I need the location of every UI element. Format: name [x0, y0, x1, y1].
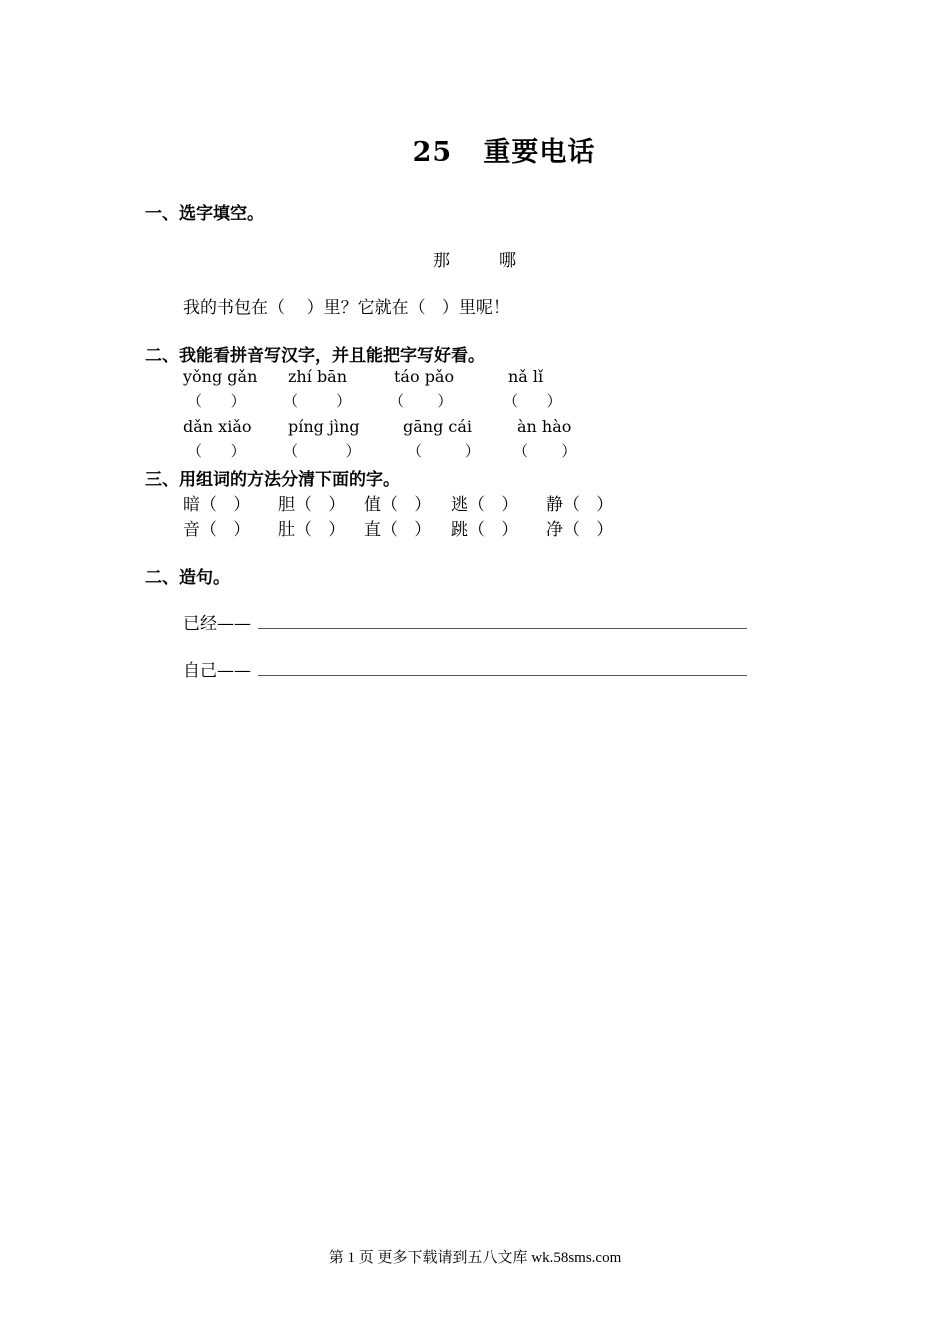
word-group-item: 胆（ ） — [278, 495, 346, 515]
answer-blank[interactable]: （ ） — [389, 392, 453, 410]
pinyin-an-hao: àn hào — [517, 417, 572, 436]
answer-blank[interactable]: （ ） — [187, 392, 246, 410]
pinyin-gang-cai: gāng cái — [403, 417, 473, 436]
word-group-item: 直（ ） — [364, 520, 432, 540]
word-group-item: 静（ ） — [546, 495, 614, 515]
fill-blank-sentence: 我的书包在（ ）里？它就在（ ）里呢！ — [183, 298, 510, 318]
word-group-item: 跳（ ） — [451, 520, 519, 540]
answer-blank[interactable]: （ ） — [283, 392, 352, 410]
word-group-item: 暗（ ） — [183, 495, 251, 515]
word-group-item: 逃（ ） — [451, 495, 519, 515]
section-1-heading: 一、选字填空。 — [145, 204, 264, 224]
pinyin-dan-xiao: dǎn xiǎo — [183, 417, 252, 436]
pinyin-na-li: nǎ lǐ — [508, 367, 544, 386]
section-2-heading: 二、我能看拼音写汉字，并且能把字写好看。 — [145, 346, 485, 366]
word-group-item: 净（ ） — [546, 520, 614, 540]
word-group-item: 肚（ ） — [278, 520, 346, 540]
answer-blank[interactable]: （ ） — [407, 442, 480, 460]
section-4-heading: 二、造句。 — [145, 568, 230, 588]
option-na-question: 哪 — [499, 251, 516, 271]
answer-blank[interactable]: （ ） — [283, 442, 361, 460]
sentence-answer-line[interactable] — [258, 628, 747, 629]
sentence-answer-line[interactable] — [258, 675, 747, 676]
sentence-prompt-yijing: 已经—— — [183, 614, 251, 634]
pinyin-tao-pao: táo pǎo — [394, 367, 455, 386]
answer-blank[interactable]: （ ） — [513, 442, 577, 460]
answer-blank[interactable]: （ ） — [503, 392, 562, 410]
pinyin-ping-jing: píng jìng — [288, 417, 360, 436]
pinyin-yong-gan: yǒng gǎn — [183, 367, 258, 386]
answer-blank[interactable]: （ ） — [187, 442, 246, 460]
page-footer: 第 1 页 更多下载请到五八文库 wk.58sms.com — [328, 1250, 622, 1266]
section-3-heading: 三、用组词的方法分清下面的字。 — [145, 470, 400, 490]
word-group-item: 音（ ） — [183, 520, 251, 540]
sentence-prompt-ziji: 自己—— — [183, 661, 251, 681]
page-title: 25 重要电话 — [412, 137, 596, 168]
pinyin-zhi-ban: zhí bān — [288, 367, 348, 386]
option-na: 那 — [433, 251, 450, 271]
word-group-item: 值（ ） — [364, 495, 432, 515]
